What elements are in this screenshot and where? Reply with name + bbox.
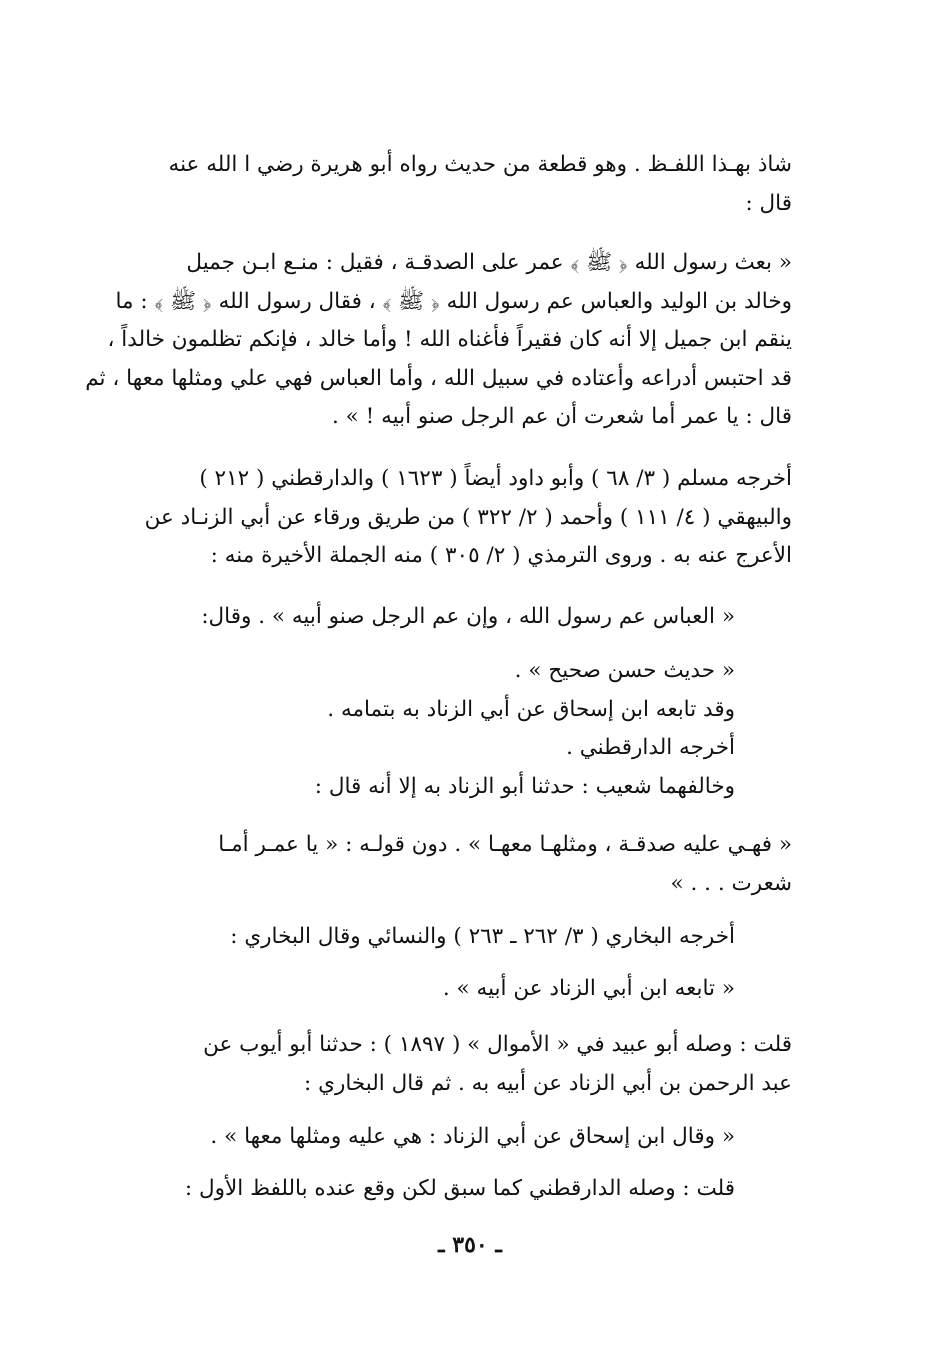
paragraph-bukhari: [115, 918, 735, 957]
paragraph-abu-ubayd: [112, 1026, 792, 1103]
text-line: قال : يا عمر أما شعرت أن عم الرجل صنو أبيه ! » .: [331, 404, 792, 429]
text-line: شاذ بهـذا اللفـظ . وهو قطعة من حديث رواه أبو هريرة رضي ا الله عنه: [168, 152, 792, 177]
text-line: شعرت . . . »: [670, 870, 792, 896]
hadith-quote: [85, 244, 792, 437]
quote-abbas: [115, 598, 735, 637]
text-line: « حديث حسن صحيح » .: [514, 658, 735, 683]
text-line: قال :: [745, 190, 792, 216]
text-line: قد احتبس أدراعه وأعتاده في سبيل الله ، وأما العباس فهي علي ومثلها معها ، ثم: [85, 365, 792, 391]
text-line: قلت : وصله الدارقطني كما سبق لكن وقع عنده باللفظ الأول :: [184, 1176, 735, 1201]
quote-shuayb: [112, 826, 792, 903]
text-line: « تابعه ابن أبي الزناد عن أبيه » .: [442, 976, 735, 1001]
text-line: أخرجه البخاري ( ٣/ ٢٦٢ ـ ٢٦٣ ) والنسائي وقال البخاري :: [230, 924, 735, 949]
paragraph-intro: [112, 146, 792, 223]
page-number: ـ ٣٥٠ ـ: [438, 1232, 502, 1258]
text-line: « بعث رسول الله ﴿ ﷺ ﴾ عمر على الصدقـة ، فقيل : منـع ابـن جميل: [186, 250, 792, 275]
text-line: ينقم ابن جميل إلا أنه كان فقيراً فأغناه الله ! وأما خالد ، فإنكم تظلمون خالداً ،: [107, 327, 792, 352]
text-line: الأعرج عنه به . وروى الترمذي ( ٢/ ٣٠٥ ) منه الجملة الأخيرة منه :: [210, 543, 792, 568]
text-line: أخرجه مسلم ( ٣/ ٦٨ ) وأبو داود أيضاً ( ١٦٢٣ ) والدارقطني ( ٢١٢ ): [199, 466, 792, 491]
text-line: وقد تابعه ابن إسحاق عن أبي الزناد به بتمامه .: [327, 696, 735, 722]
paragraph-tirmidhi-grading: [115, 652, 735, 806]
text-line: أخرجه الدارقطني .: [566, 735, 735, 760]
paragraph-daraqutni: [115, 1170, 735, 1209]
quote-bukhari: [115, 970, 735, 1009]
text-line: « وقال ابن إسحاق عن أبي الزناد : هي عليه ومثلها معها » .: [210, 1124, 735, 1149]
text-line: « فهـي عليه صدقـة ، ومثلهـا معهـا » . دون قولـه : « يا عمـر أمـا: [218, 832, 792, 857]
quote-ibn-ishaq: [115, 1118, 735, 1157]
text-line: عبد الرحمن بن أبي الزناد عن أبيه به . ثم قال البخاري :: [304, 1070, 792, 1096]
text-line: « العباس عم رسول الله ، وإن عم الرجل صنو أبيه » . وقال:: [201, 604, 735, 629]
text-line: وخالفهما شعيب : حدثنا أبو الزناد به إلا أنه قال :: [314, 773, 735, 799]
text-line: والبيهقي ( ٤/ ١١١ ) وأحمد ( ٢/ ٣٢٢ ) من طريق ورقاء عن أبي الزنـاد عن: [144, 504, 792, 530]
paragraph-takhrij-muslim: [112, 460, 792, 576]
text-line: وخالد بن الوليد والعباس عم رسول الله ﴿ ﷺ ﴾ ، فقال رسول الله ﴿ ﷺ ﴾ : ما: [115, 288, 792, 314]
text-line: قلت : وصله أبو عبيد في « الأموال » ( ١٨٩٧ ) : حدثنا أبو أيوب عن: [203, 1032, 792, 1057]
